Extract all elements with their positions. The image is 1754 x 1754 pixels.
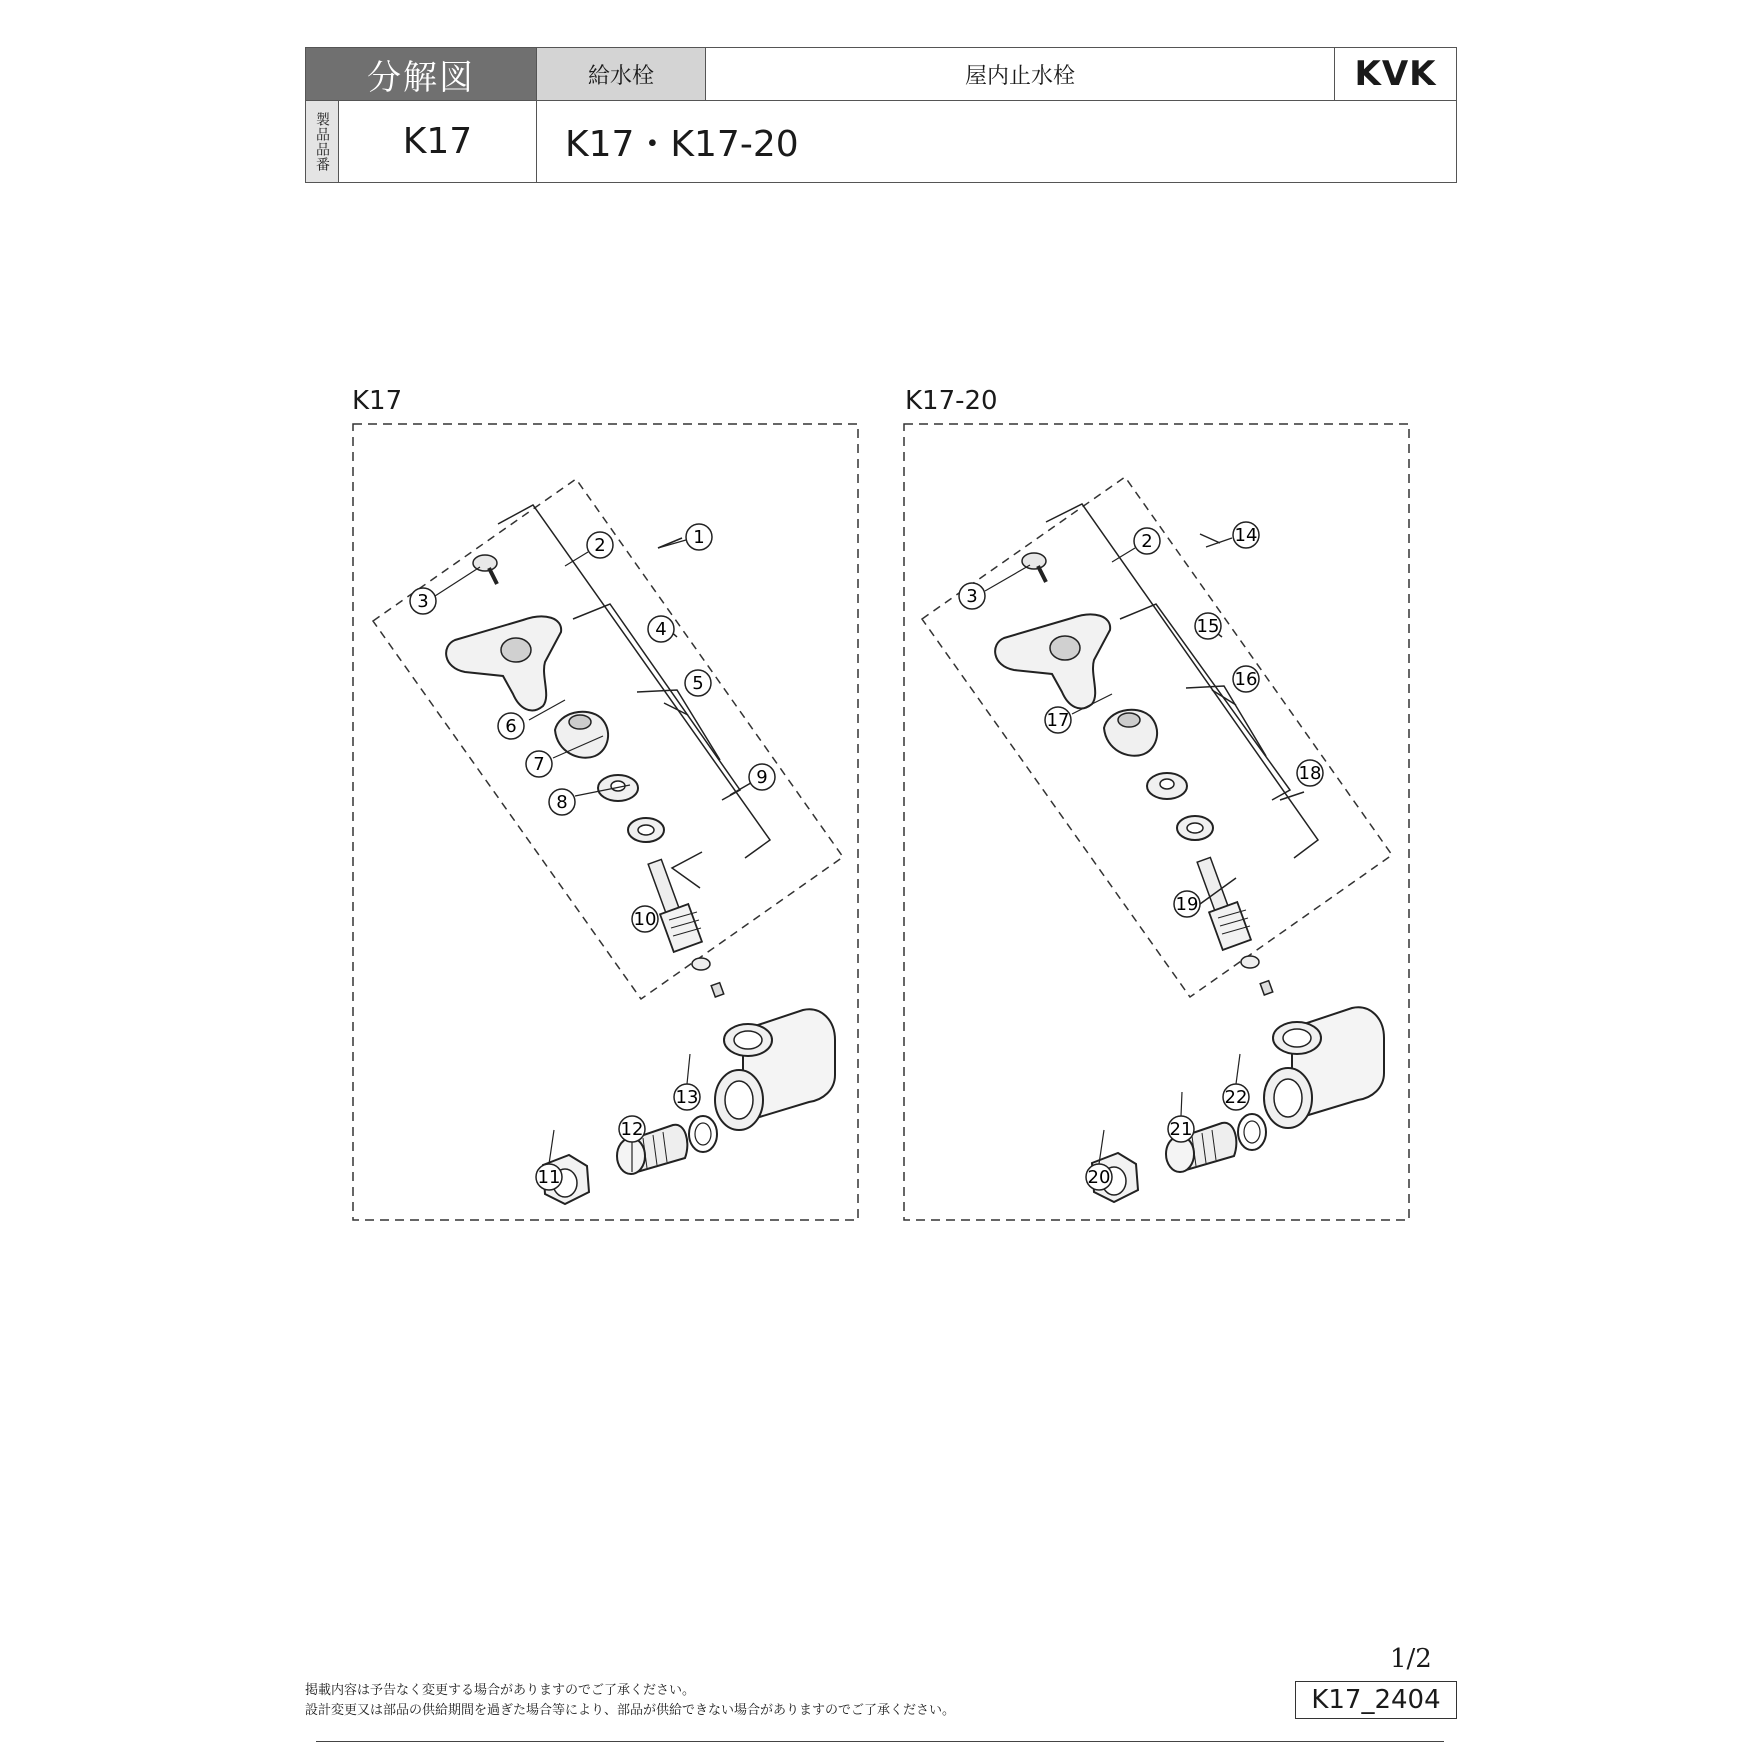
svg-text:11: 11 xyxy=(537,1167,561,1188)
svg-text:2: 2 xyxy=(594,535,606,556)
svg-text:17: 17 xyxy=(1046,710,1070,731)
svg-text:21: 21 xyxy=(1169,1119,1193,1140)
category-label: 給水栓 xyxy=(536,47,706,101)
applicable-models: K17・K17-20 xyxy=(536,100,1457,183)
svg-text:2: 2 xyxy=(1141,531,1153,552)
svg-text:4: 4 xyxy=(655,619,667,640)
callout-7 xyxy=(526,751,552,777)
svg-text:15: 15 xyxy=(1196,616,1220,637)
svg-text:1: 1 xyxy=(693,527,705,548)
exploded-assembly-k17-20 xyxy=(922,477,1392,1202)
callout-16 xyxy=(1233,666,1259,692)
callout-5 xyxy=(685,670,711,696)
callout-15 xyxy=(1195,613,1221,639)
callout-4 xyxy=(648,616,674,642)
footer-divider xyxy=(316,1741,1444,1742)
svg-text:3: 3 xyxy=(417,591,429,612)
exploded-assembly-k17 xyxy=(373,479,843,1204)
note-change: 掲載内容は予告なく変更する場合がありますのでご了承ください。 xyxy=(305,1683,696,1698)
model-number: K17 xyxy=(338,100,537,183)
svg-text:19: 19 xyxy=(1175,894,1199,915)
note-supply: 設計変更又は部品の供給期間を過ぎた場合等により、部品が供給できない場合がありますのでご了承ください。 xyxy=(305,1703,956,1718)
svg-text:16: 16 xyxy=(1234,669,1258,690)
callout-6 xyxy=(498,713,524,739)
callout-22 xyxy=(1223,1084,1249,1110)
callout-14 xyxy=(1233,522,1259,548)
svg-text:7: 7 xyxy=(533,754,545,775)
svg-text:22: 22 xyxy=(1224,1087,1248,1108)
callout-8 xyxy=(549,789,575,815)
svg-text:3: 3 xyxy=(966,586,978,607)
svg-text:13: 13 xyxy=(675,1087,699,1108)
document-title: 分解図 xyxy=(305,47,537,101)
callout-21 xyxy=(1168,1116,1194,1142)
footer-notes xyxy=(305,1681,955,1721)
svg-text:10: 10 xyxy=(633,909,657,930)
callout-19 xyxy=(1174,891,1200,917)
callout-9 xyxy=(749,764,775,790)
svg-text:12: 12 xyxy=(620,1119,644,1140)
callout-3 xyxy=(959,583,985,609)
svg-text:6: 6 xyxy=(505,716,517,737)
callout-2 xyxy=(587,532,613,558)
diagram-label-k17: K17 xyxy=(352,386,403,416)
callout-3 xyxy=(410,588,436,614)
callout-11 xyxy=(536,1164,562,1190)
callout-20 xyxy=(1086,1164,1112,1190)
svg-text:5: 5 xyxy=(692,673,704,694)
page-number: 1/2 xyxy=(1390,1644,1432,1674)
brand-logo: KVK xyxy=(1334,47,1457,101)
callout-2 xyxy=(1134,528,1160,554)
product-type-label: 屋内止水栓 xyxy=(705,47,1335,101)
product-number-label: 製品品番 xyxy=(305,100,339,183)
svg-text:20: 20 xyxy=(1087,1167,1111,1188)
svg-text:8: 8 xyxy=(556,792,568,813)
callout-10 xyxy=(632,906,658,932)
callout-13 xyxy=(674,1084,700,1110)
svg-text:9: 9 xyxy=(756,767,768,788)
svg-text:18: 18 xyxy=(1298,763,1322,784)
callout-18 xyxy=(1297,760,1323,786)
document-id: K17_2404 xyxy=(1295,1681,1457,1719)
diagram-label-k17-20: K17-20 xyxy=(905,386,998,416)
callout-1 xyxy=(686,524,712,550)
callout-17 xyxy=(1045,707,1071,733)
svg-text:14: 14 xyxy=(1234,525,1258,546)
callout-12 xyxy=(619,1116,645,1142)
